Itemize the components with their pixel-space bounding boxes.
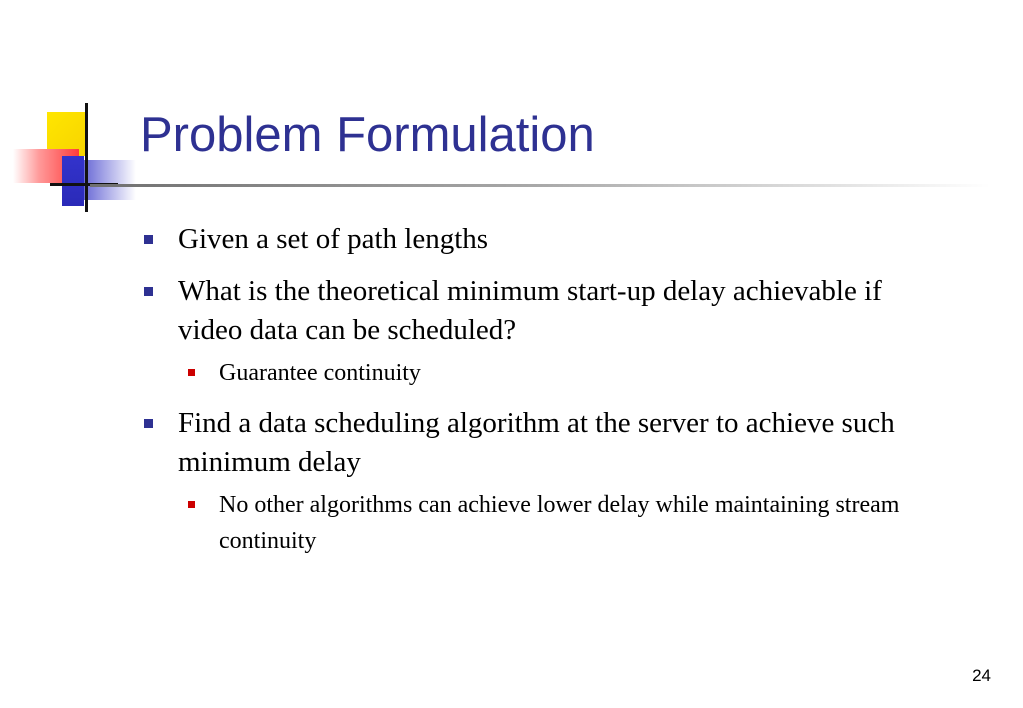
square-bullet-icon xyxy=(144,235,153,244)
square-bullet-icon xyxy=(144,287,153,296)
bullet-item xyxy=(140,404,920,482)
logo-blue-fade xyxy=(84,160,136,200)
square-bullet-icon xyxy=(144,419,153,428)
sub-bullet-text: Guarantee continuity xyxy=(219,360,421,386)
bullet-item xyxy=(140,220,920,259)
bullet-text: Find a data scheduling algorithm at the server to achieve such minimum delay xyxy=(178,407,895,478)
slide-content xyxy=(140,220,920,572)
square-bullet-icon xyxy=(188,369,195,376)
square-bullet-icon xyxy=(188,501,195,508)
bullet-text: Given a set of path lengths xyxy=(178,223,489,255)
sub-bullet-item xyxy=(140,355,920,391)
logo-vertical-line xyxy=(85,103,88,212)
slide-title: Problem Formulation xyxy=(140,108,595,162)
sub-bullet-text: No other algorithms can achieve lower delay while maintaining stream continuity xyxy=(219,492,900,554)
sub-bullet-item xyxy=(140,487,920,559)
bullet-text: What is the theoretical minimum start-up delay achievable if video data can be scheduled? xyxy=(178,275,882,346)
bullet-item xyxy=(140,272,920,350)
title-underline xyxy=(90,184,990,187)
page-number: 24 xyxy=(972,666,991,685)
logo-blue-square xyxy=(62,156,84,206)
